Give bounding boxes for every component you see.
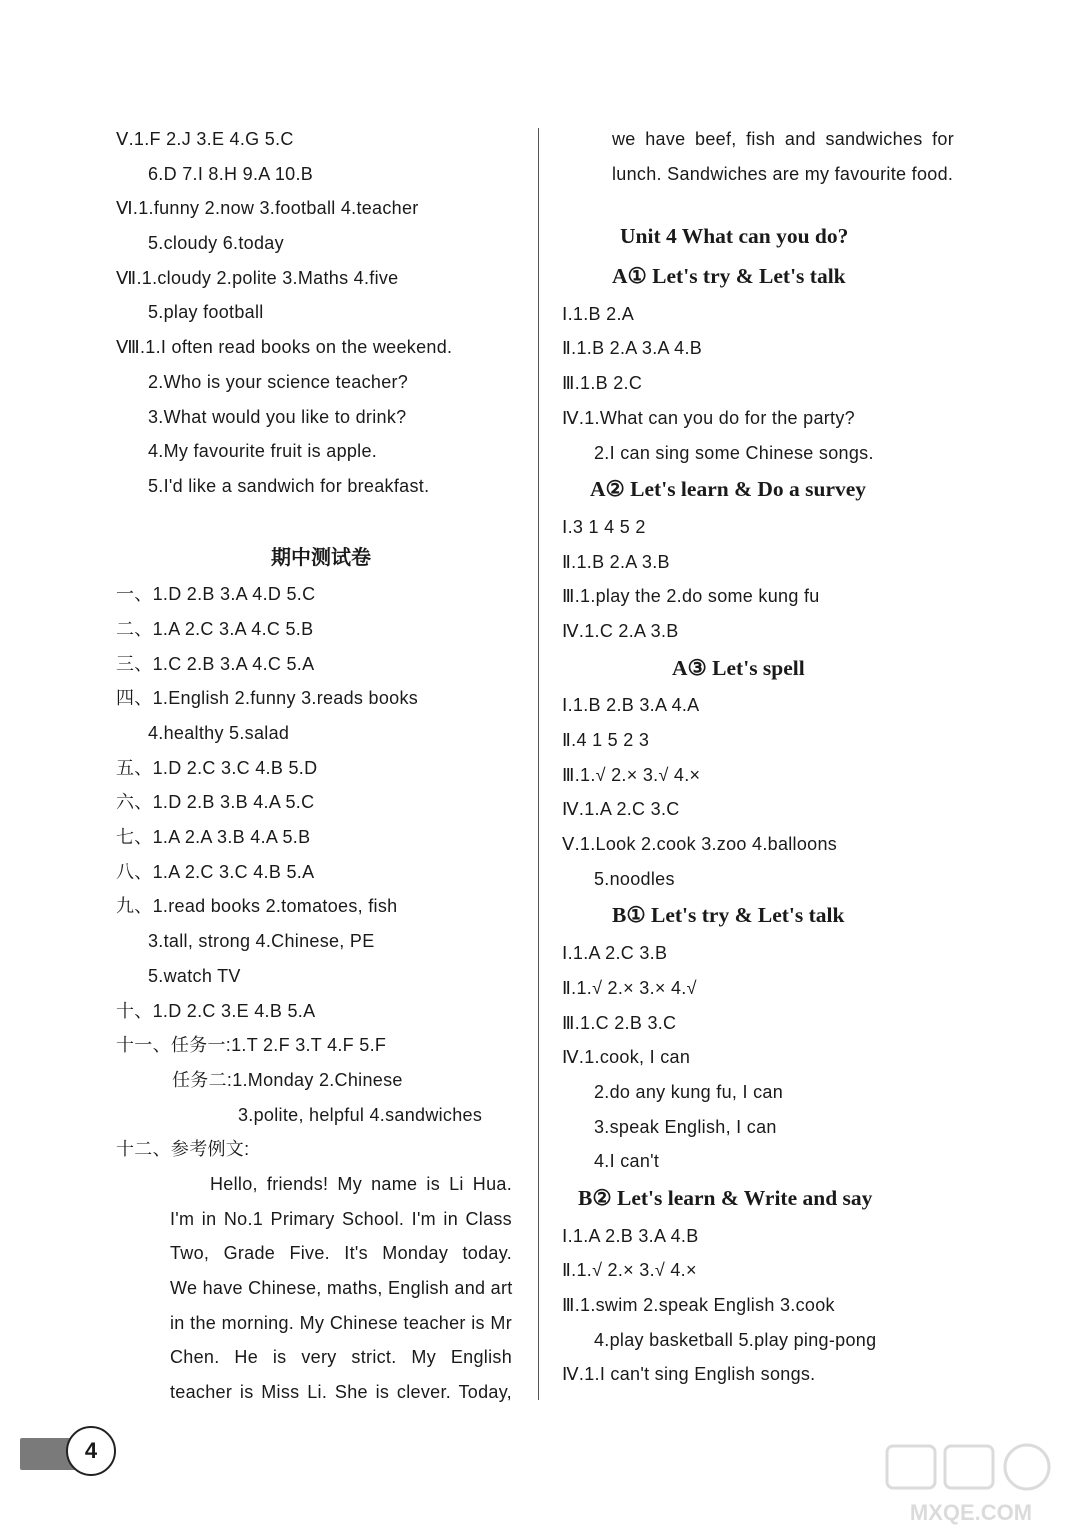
answer-line: 十一、任务一:1.T 2.F 3.T 4.F 5.F (116, 1035, 387, 1056)
answer-line: 七、1.A 2.A 3.B 4.A 5.B (116, 827, 311, 848)
left-column (116, 122, 526, 1410)
watermark-logo (881, 1440, 1061, 1530)
answer-line: Ⅶ.1.cloudy 2.polite 3.Maths 4.five (116, 267, 399, 288)
answer-line: Ⅷ.1.I often read books on the weekend. (116, 337, 453, 358)
answer-line: 八、1.A 2.C 3.C 4.B 5.A (116, 861, 315, 882)
essay-line: I'm in No.1 Primary School. I'm in Class (170, 1208, 512, 1229)
midterm-title: 期中测试卷 (271, 544, 371, 569)
answer-line: 十二、参考例文: (116, 1139, 250, 1160)
answer-line: 5.I'd like a sandwich for breakfast. (148, 475, 430, 496)
essay-line: We have Chinese, maths, English and art (170, 1278, 513, 1298)
answer-line: 一、1.D 2.B 3.A 4.D 5.C (116, 584, 316, 605)
answer-line: Ⅲ.1.swim 2.speak English 3.cook (562, 1295, 835, 1315)
answer-line: 3.What would you like to drink? (148, 406, 407, 427)
answer-line: Ⅳ.1.C 2.A 3.B (562, 620, 679, 641)
answer-line: 三、1.C 2.B 3.A 4.C 5.A (116, 653, 315, 674)
answer-line: 6.D 7.I 8.H 9.A 10.B (148, 163, 314, 184)
answer-line: Ⅱ.4 1 5 2 3 (562, 730, 650, 750)
answer-line: Ⅰ.3 1 4 5 2 (562, 516, 646, 537)
essay-line: teacher is Miss Li. She is clever. Today, (170, 1382, 512, 1403)
answer-line: Ⅱ.1.√ 2.× 3.√ 4.× (562, 1260, 697, 1281)
unit-title: Unit 4 What can you do? (620, 224, 849, 249)
answer-line: Ⅰ.1.B 2.B 3.A 4.A (562, 695, 700, 716)
section-heading: B② Let's learn & Write and say (578, 1185, 873, 1210)
answer-line: Ⅲ.1.C 2.B 3.C (562, 1012, 677, 1033)
answer-line: 5.noodles (594, 868, 675, 889)
answer-line: 五、1.D 2.C 3.C 4.B 5.D (116, 757, 318, 778)
answer-line: 3.speak English, I can (594, 1116, 777, 1137)
answer-line: 4.I can't (594, 1151, 660, 1172)
essay-line: we have beef, fish and sandwiches for (612, 129, 954, 149)
column-divider (538, 128, 539, 1400)
answer-line: Ⅰ.1.A 2.C 3.B (562, 943, 668, 964)
answer-line: Ⅳ.1.I can't sing English songs. (562, 1364, 816, 1385)
section-heading: A① Let's try & Let's talk (612, 264, 846, 289)
essay-line: in the morning. My Chinese teacher is Mr (170, 1312, 512, 1333)
essay-line: Hello, friends! My name is Li Hua. (210, 1173, 512, 1194)
answer-line: Ⅵ.1.funny 2.now 3.football 4.teacher (116, 198, 419, 219)
answer-line: 六、1.D 2.B 3.B 4.A 5.C (116, 792, 315, 813)
answer-line: Ⅲ.1.play the 2.do some kung fu (562, 586, 820, 607)
answer-line: Ⅴ.1.Look 2.cook 3.zoo 4.balloons (562, 834, 838, 855)
answer-line: 5.play football (148, 302, 264, 323)
answer-line: Ⅲ.1.√ 2.× 3.√ 4.× (562, 764, 701, 785)
section-heading: A③ Let's spell (672, 655, 805, 680)
essay-line: Two, Grade Five. It's Monday today. (170, 1243, 512, 1264)
section-heading: A② Let's learn & Do a survey (590, 477, 867, 502)
sample-essay (116, 1167, 512, 1410)
answer-line: Ⅱ.1.√ 2.× 3.× 4.√ (562, 977, 697, 998)
answer-line: Ⅳ.1.cook, I can (562, 1047, 691, 1068)
answer-line: 5.cloudy 6.today (148, 233, 284, 254)
answer-line: Ⅳ.1.What can you do for the party? (562, 407, 855, 428)
spacer (116, 504, 526, 538)
answer-line: Ⅰ.1.A 2.B 3.A 4.B (562, 1225, 699, 1246)
right-column (562, 122, 962, 1392)
answer-line: 二、1.A 2.C 3.A 4.C 5.B (116, 618, 314, 639)
answer-line: Ⅲ.1.B 2.C (562, 373, 643, 394)
page-number: 4 (66, 1426, 116, 1476)
answer-line: 4.play basketball 5.play ping-pong (594, 1329, 877, 1350)
section-heading: B① Let's try & Let's talk (612, 903, 845, 928)
answer-line: 2.Who is your science teacher? (148, 371, 409, 392)
answer-line: 5.watch TV (148, 965, 241, 986)
answer-line: 十、1.D 2.C 3.E 4.B 5.A (116, 1000, 316, 1021)
answer-line: Ⅳ.1.A 2.C 3.C (562, 799, 680, 820)
answer-line: 3.tall, strong 4.Chinese, PE (148, 931, 375, 952)
essay-line: lunch. Sandwiches are my favourite food. (612, 163, 954, 184)
answer-line: 2.I can sing some Chinese songs. (594, 442, 874, 463)
answer-line: 4.My favourite fruit is apple. (148, 441, 378, 462)
answer-line: Ⅱ.1.B 2.A 3.B (562, 551, 670, 572)
answer-line: 任务二:1.Monday 2.Chinese (172, 1069, 403, 1090)
essay-line: Chen. He is very strict. My English (170, 1347, 512, 1368)
answer-line: 四、1.English 2.funny 3.reads books (116, 688, 419, 709)
answer-line: Ⅴ.1.F 2.J 3.E 4.G 5.C (116, 129, 294, 149)
essay-continuation (562, 122, 954, 191)
answer-line: Ⅱ.1.B 2.A 3.A 4.B (562, 338, 703, 359)
answer-line: 4.healthy 5.salad (148, 723, 290, 743)
answer-line: 3.polite, helpful 4.sandwiches (238, 1104, 483, 1125)
spacer (562, 191, 962, 217)
answer-line: 2.do any kung fu, I can (594, 1081, 784, 1102)
watermark-text: MXQE.COM (909, 1500, 1033, 1525)
answer-line: 九、1.read books 2.tomatoes, fish (116, 896, 398, 917)
answer-line: Ⅰ.1.B 2.A (562, 303, 635, 324)
